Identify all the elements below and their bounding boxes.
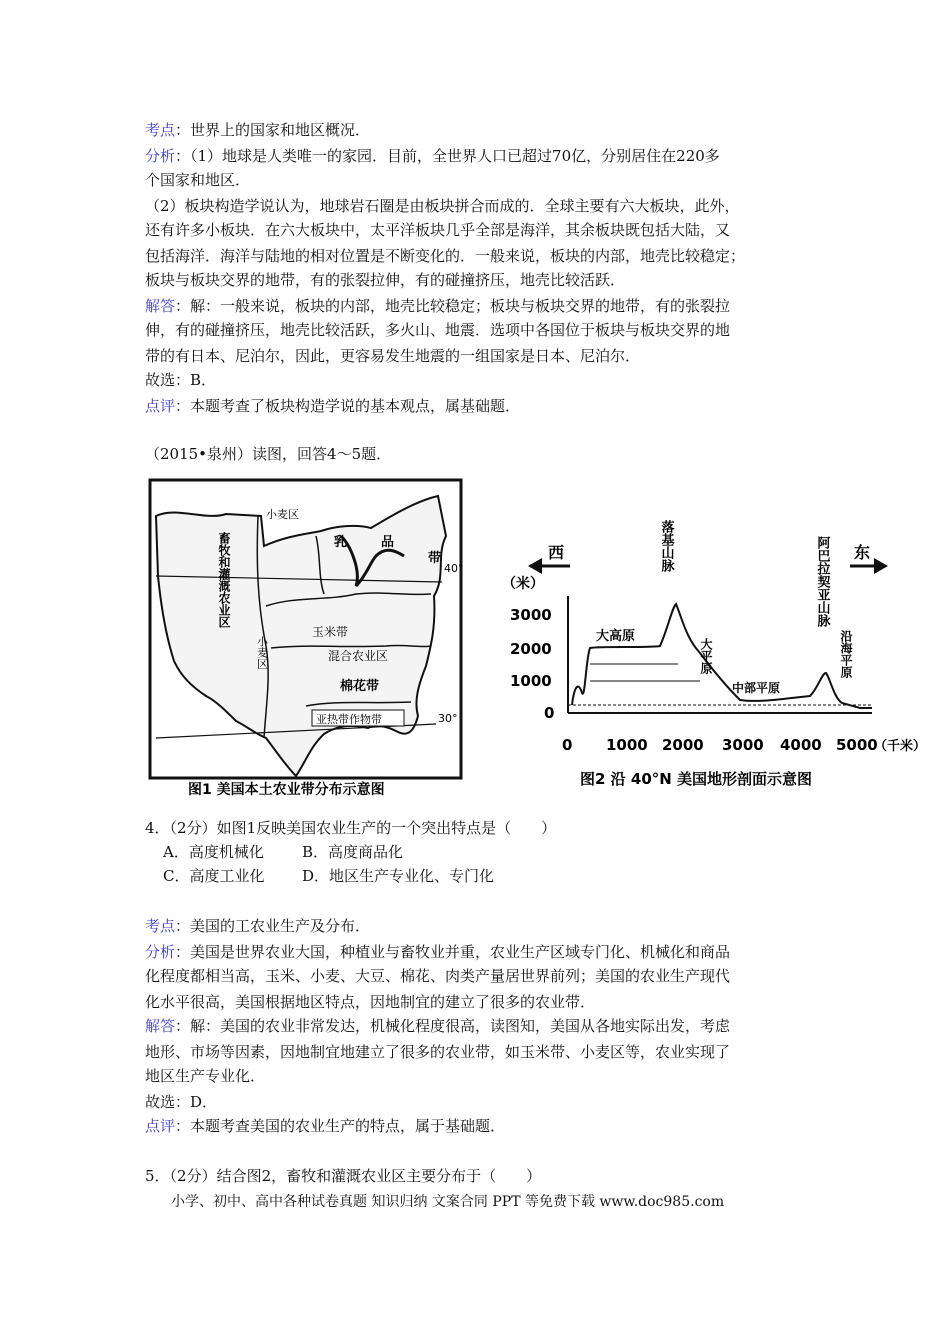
kaodian-text: ：美国的工农业生产及分布． <box>175 917 371 935</box>
label-yachi: 亚热带作物带 <box>316 713 382 726</box>
dianping-label: 点评 <box>145 397 176 415</box>
label-yumi: 玉米带 <box>312 625 349 639</box>
text-line: （2）板块构造学说认为，地球岩石圈是由板块拼合而成的．全球主要有六大板块，此外， <box>145 197 740 215</box>
figure-1-map <box>146 476 466 806</box>
x-unit: （千米） <box>874 739 927 754</box>
x-tick: 3000 <box>722 736 764 754</box>
y-tick: 3000 <box>510 606 552 624</box>
figure-1-caption: 图1 美国本土农业带分布示意图 <box>188 782 385 798</box>
label-dai: 带 <box>428 551 442 566</box>
page-footer: 小学、初中、高中各种试卷真题 知识归纳 文案合同 PPT 等免费下载 www.doc985.com <box>171 1194 725 1210</box>
text-line: 板块与板块交界的地带，有的张裂拉伸，有的碰撞挤压，地壳比较活跃． <box>145 271 626 289</box>
jieda-label: 解答 <box>145 1017 176 1035</box>
y-tick: 0 <box>544 704 555 722</box>
text-line: 化水平很高，美国根据地区特点，因地制宜的建立了很多的农业带． <box>145 993 596 1011</box>
jieda-label: 解答 <box>145 297 176 315</box>
fenxi-text: ：（1）地球是人类唯一的家园．目前，全世界人口已超过70亿，分别居住在220多 <box>175 147 720 165</box>
x-tick: 2000 <box>662 736 704 754</box>
east-label: 东 <box>854 543 871 562</box>
label-pin: 品 <box>381 535 395 550</box>
label-zhongbu: 中部平原 <box>732 681 781 695</box>
dianping-text: ：本题考查美国的农业生产的特点，属于基础题． <box>175 1117 506 1135</box>
label-lat40: 40° <box>444 562 464 575</box>
label-ru: 乳 <box>334 535 348 550</box>
option-a: A．高度机械化 <box>163 843 264 861</box>
label-abala: 阿巴拉契亚山脉 <box>814 536 830 627</box>
label-yanhai: 沿海平原 <box>839 630 853 678</box>
west-arrow-head <box>528 558 542 574</box>
question-5-stem: 5．（2分）结合图2，畜牧和灌溉农业区主要分布于（ ） <box>145 1167 542 1185</box>
fenxi-line-1 <box>145 146 720 166</box>
text-line: 还有许多小板块．在六大板块中，太平洋板块几乎全部是海洋，其余板块既包括大陆，又 <box>145 221 731 239</box>
label-hunhe: 混合农业区 <box>328 649 389 663</box>
kaodian-label: 考点 <box>145 917 176 935</box>
option-b: B．高度商品化 <box>302 843 404 861</box>
fenxi-label: 分析 <box>145 943 176 961</box>
y-tick: 2000 <box>510 640 552 658</box>
east-arrow-head <box>874 558 888 574</box>
x-tick: 4000 <box>780 736 822 754</box>
question-intro: （2015•泉州）读图，回答4～5题． <box>145 445 392 463</box>
x-tick: 1000 <box>606 736 648 754</box>
dianping-label: 点评 <box>145 1117 176 1135</box>
text-line: 地区生产专业化． <box>145 1067 266 1085</box>
y-unit: （米） <box>502 576 544 592</box>
figure-2-caption: 图2 沿 40°N 美国地形剖面示意图 <box>580 770 813 788</box>
text-line: 伸，有的碰撞挤压，地壳比较活跃，多火山、地震．选项中各国位于板块与板块交界的地 <box>145 321 731 339</box>
question-4-stem: 4．（2分）如图1反映美国农业生产的一个突出特点是（ ） <box>145 819 557 837</box>
jieda-line-1 <box>145 296 730 316</box>
text-line: 带的有日本、尼泊尔，因此，更容易发生地震的一组国家是日本、尼泊尔． <box>145 347 641 365</box>
label-luoji: 落基山脉 <box>658 520 674 572</box>
jieda-text: ：解：一般来说，板块的内部，地壳比较稳定；板块与板块交界的地带，有的张裂拉 <box>175 297 731 315</box>
text-line: 地形、市场等因素，因地制宜地建立了很多的农业带，如玉米带、小麦区等，农业实现了 <box>145 1043 731 1061</box>
label-lat30: 30° <box>438 712 458 725</box>
text-line: 个国家和地区． <box>145 171 251 189</box>
text-line: 化程度都相当高，玉米、小麦、大豆、棉花、肉类产量居世界前列；美国的农业生产现代 <box>145 967 731 985</box>
fenxi-text: ：美国是世界农业大国，种植业与畜牧业并重，农业生产区域专门化、机械化和商品 <box>175 943 731 961</box>
label-xiaomai-top: 小麦区 <box>266 508 299 521</box>
figure-2-profile <box>500 508 927 806</box>
x-tick: 0 <box>562 736 573 754</box>
label-mianhua: 棉花带 <box>340 679 380 694</box>
kaodian-label: 考点 <box>145 121 176 139</box>
option-c: C．高度工业化 <box>163 867 265 885</box>
dianping-line-1 <box>145 396 520 416</box>
west-label: 西 <box>548 543 565 562</box>
kaodian-line-1 <box>145 120 370 140</box>
x-tick: 5000 <box>836 736 878 754</box>
fenxi-line-2 <box>145 942 730 962</box>
dianping-line-2 <box>145 1116 505 1136</box>
label-dagaoyuan: 大高原 <box>596 629 636 644</box>
jieda-line-2 <box>145 1016 730 1036</box>
text-line: 包括海洋．海洋与陆地的相对位置是不断变化的．一般来说，板块的内部，地壳比较稳定； <box>145 247 746 265</box>
jieda-text: ：解：美国的农业非常发达，机械化程度很高，读图知，美国从各地实际出发，考虑 <box>175 1017 731 1035</box>
dianping-text: ：本题考查了板块构造学说的基本观点，属基础题． <box>175 397 521 415</box>
label-dapingyuan: 大平原 <box>699 638 713 674</box>
label-xumu: 畜牧和灌溉农业区 <box>217 532 231 628</box>
answer-line: 故选：B． <box>145 371 217 389</box>
kaodian-text: ：世界上的国家和地区概况． <box>175 121 371 139</box>
fenxi-label: 分析 <box>145 147 176 165</box>
answer-line: 故选：D． <box>145 1093 218 1111</box>
label-xiaomai-left: 小麦区 <box>255 636 269 669</box>
kaodian-line-2 <box>145 916 370 936</box>
option-d: D．地区生产专业化、专门化 <box>302 867 495 885</box>
y-tick: 1000 <box>510 672 552 690</box>
